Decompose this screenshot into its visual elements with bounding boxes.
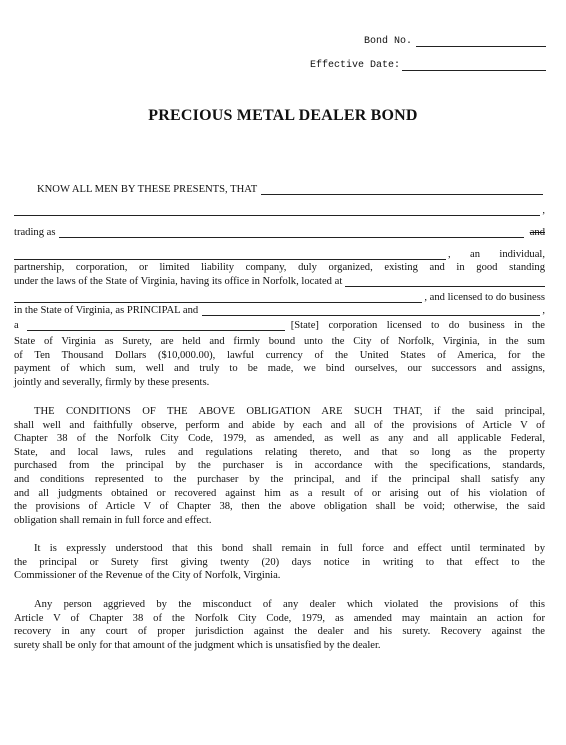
- state-corp-row: [14, 320, 545, 331]
- in-state-text: in the State of Virginia, as PRINCIPAL and: [14, 305, 199, 316]
- aggrieved-line: Any person aggrieved by the misconduct of any dealer which violated the provisions of this: [34, 599, 545, 610]
- page-title: PRECIOUS METAL DEALER BOND: [148, 107, 418, 124]
- trading-as-field[interactable]: [59, 227, 523, 238]
- conditions-line: Chapter 38 of the Norfolk City Code, 1979, as amended, as well as any and all applicable Federal,: [14, 433, 545, 445]
- address-field[interactable]: [345, 276, 545, 287]
- conditions-line: obligation shall remain in full force and effect.: [14, 514, 212, 526]
- aggrieved-line: Article V of Chapter 38 of the Norfolk City Code, 1979, as amended may maintain an action for: [14, 612, 545, 624]
- effective-date-field[interactable]: [402, 60, 546, 71]
- conditions-paragraph: [14, 405, 545, 527]
- know-all-row: [37, 184, 545, 195]
- bond-no-field[interactable]: [416, 36, 546, 47]
- surety-paragraph: [14, 335, 545, 389]
- surety-name-field[interactable]: [202, 305, 540, 316]
- and-licensed-text: , and licensed to do business: [424, 292, 545, 303]
- conditions-line: State, and local laws, rules and regulations relating thereto, and that so long as the property: [14, 446, 545, 458]
- licensed-row: [14, 292, 545, 303]
- principal-and-row: [14, 305, 545, 316]
- located-at-row: [14, 276, 545, 287]
- state-corp-text: [State] corporation licensed to do business in the: [290, 320, 545, 331]
- principal-name-cont-row: [14, 205, 545, 216]
- and-mark: and: [529, 227, 545, 238]
- understood-line: Commissioner of the Revenue of the City of Norfolk, Virginia.: [14, 570, 281, 582]
- bond-no-label: Bond No.: [363, 36, 412, 47]
- know-all-text: KNOW ALL MEN BY THESE PRESENTS, THAT: [37, 184, 258, 195]
- conditions-line: THE CONDITIONS OF THE ABOVE OBLIGATION ARE SUCH THAT, if the said principal,: [34, 406, 545, 417]
- individual-row: [14, 249, 545, 260]
- understood-paragraph: [14, 542, 545, 583]
- trading-as-label: trading as: [14, 227, 56, 238]
- aggrieved-line: recovery in any court of proper jurisdiction against the dealer and his surety. Recovery against the: [14, 626, 545, 638]
- comma-2: ,: [542, 305, 545, 316]
- trading-as-row: [14, 227, 545, 238]
- a-label: a: [14, 320, 19, 331]
- surety-state-field[interactable]: [27, 320, 285, 331]
- aggrieved-line: surety shall be only for that amount of the judgment which is unsatisfied by the dealer.: [14, 639, 381, 651]
- located-at-text: under the laws of the State of Virginia, having its office in Norfolk, located at: [14, 276, 343, 287]
- aggrieved-paragraph: [14, 598, 545, 652]
- surety-line: jointly and severally, firmly by these presents.: [14, 376, 210, 388]
- conditions-line: purchased from the principal by the purchaser is in accordance with the specifications, standards,: [14, 460, 545, 472]
- an-individual-text: , an individual,: [448, 249, 545, 260]
- effective-date-row: [310, 60, 546, 71]
- conditions-line: shall well and faithfully observe, perform and abide by each and all of the provisions of Article V of: [14, 419, 545, 431]
- conditions-line: and all judgments obtained or recovered against him as a result of or arising out of his violation of: [14, 487, 545, 499]
- understood-line: the principal or Surety first giving twenty (20) days notice in writing to that effect to the: [14, 556, 545, 568]
- comma-1: ,: [542, 205, 545, 216]
- principal-name-field[interactable]: [261, 184, 543, 195]
- address-cont-field[interactable]: [14, 292, 422, 303]
- understood-line: It is expressly understood that this bond shall remain in full force and effect until terminated by: [34, 543, 545, 554]
- principal-name-cont-field[interactable]: [14, 205, 540, 216]
- trading-as-cont-field[interactable]: [14, 249, 446, 260]
- partnership-line: partnership, corporation, or limited liability company, duly organized, existing and in good standing: [14, 262, 545, 273]
- surety-line: of Ten Thousand Dollars ($10,000.00), lawful currency of the United States of America, for the: [14, 349, 545, 361]
- surety-line: State of Virginia as Surety, are held and firmly bound unto the City of Norfolk, Virginia, in the sum: [14, 336, 545, 347]
- conditions-line: and conditions represented to the purchaser by the principal, and if the principal shall satisfy any: [14, 473, 545, 485]
- bond-no-row: [364, 36, 546, 47]
- effective-date-label: Effective Date:: [309, 60, 400, 71]
- conditions-line: the provisions of Article V of Chapter 38, then the above obligation shall be void; otherwise, the said: [14, 501, 545, 513]
- surety-line: payment of which sum, well and truly to be made, we bind ourselves, our successors and assigns,: [14, 363, 545, 375]
